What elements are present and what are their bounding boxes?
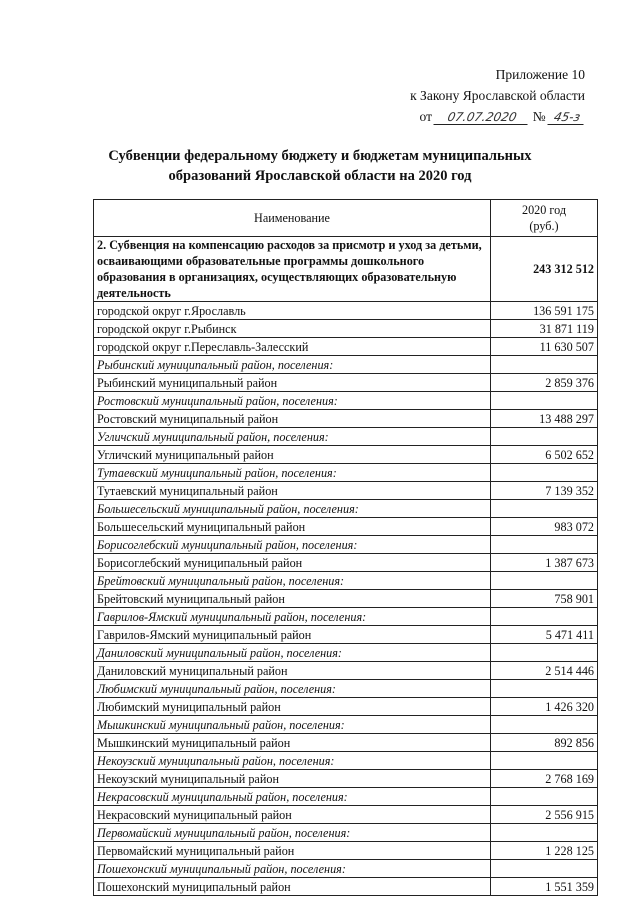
column-header-year	[491, 200, 598, 237]
row-name: Брейтовский муниципальный район	[94, 590, 491, 608]
row-name: городской округ г.Переславль-Залесский	[94, 338, 491, 356]
row-value: 6 502 652	[491, 446, 598, 464]
row-value: 758 901	[491, 590, 598, 608]
row-name: Тутаевский муниципальный район, поселения:	[94, 464, 491, 482]
table-row	[94, 662, 598, 680]
row-value: 5 471 411	[491, 626, 598, 644]
table-row	[94, 608, 598, 626]
table-row	[94, 734, 598, 752]
table-row	[94, 788, 598, 806]
handwritten-date: 07.07.2020	[434, 110, 531, 125]
row-value	[491, 536, 598, 554]
row-value	[491, 752, 598, 770]
row-value	[491, 356, 598, 374]
law-reference: к Закону Ярославской области	[410, 88, 585, 103]
law-date-number	[410, 106, 585, 127]
table-row	[94, 698, 598, 716]
row-name: Рыбинский муниципальный район	[94, 374, 491, 392]
row-name: Некоузский муниципальный район	[94, 770, 491, 788]
row-name: Большесельский муниципальный район, поселения:	[94, 500, 491, 518]
subvention-table	[93, 199, 598, 896]
row-value	[491, 572, 598, 590]
table-row	[94, 320, 598, 338]
row-name: Любимский муниципальный район, поселения:	[94, 680, 491, 698]
row-value: 2 514 446	[491, 662, 598, 680]
row-name: Даниловский муниципальный район	[94, 662, 491, 680]
row-name: Некоузский муниципальный район, поселения:	[94, 752, 491, 770]
row-value: 136 591 175	[491, 302, 598, 320]
number-label: №	[532, 109, 546, 124]
title-line-1: Субвенции федеральному бюджету и бюджетам муниципальных	[108, 148, 532, 164]
row-value	[491, 788, 598, 806]
row-value	[491, 680, 598, 698]
row-name: Некрасовский муниципальный район	[94, 806, 491, 824]
row-name: Мышкинский муниципальный район, поселения:	[94, 716, 491, 734]
row-name: Пошехонский муниципальный район	[94, 878, 491, 896]
row-value: 892 856	[491, 734, 598, 752]
row-value: 31 871 119	[491, 320, 598, 338]
row-name: Рыбинский муниципальный район, поселения:	[94, 356, 491, 374]
appendix-label: Приложение 10	[495, 67, 585, 82]
row-value: 2 556 915	[491, 806, 598, 824]
row-name: Некрасовский муниципальный район, поселения:	[94, 788, 491, 806]
table-row	[94, 302, 598, 320]
row-value: 11 630 507	[491, 338, 598, 356]
table-row	[94, 644, 598, 662]
table-row	[94, 446, 598, 464]
row-value: 2 859 376	[491, 374, 598, 392]
row-value: 1 387 673	[491, 554, 598, 572]
row-name: Угличский муниципальный район	[94, 446, 491, 464]
document-header	[410, 64, 585, 127]
column-header-year-label: 2020 год	[521, 203, 567, 217]
column-header-unit: (руб.)	[529, 219, 559, 233]
table-row	[94, 554, 598, 572]
table-row	[94, 572, 598, 590]
table-row	[94, 680, 598, 698]
table-row	[94, 806, 598, 824]
row-value: 983 072	[491, 518, 598, 536]
row-value: 7 139 352	[491, 482, 598, 500]
table-row	[94, 536, 598, 554]
row-value	[491, 644, 598, 662]
table-row	[94, 770, 598, 788]
row-name: городской округ г.Рыбинск	[94, 320, 491, 338]
row-name: Пошехонский муниципальный район, поселения:	[94, 860, 491, 878]
row-name: городской округ г.Ярославль	[94, 302, 491, 320]
row-value	[491, 428, 598, 446]
table-header-row	[94, 200, 598, 237]
row-value	[491, 392, 598, 410]
row-name: Угличский муниципальный район, поселения:	[94, 428, 491, 446]
row-value	[491, 500, 598, 518]
section-total: 243 312 512	[491, 237, 598, 302]
table-row	[94, 338, 598, 356]
handwritten-number: 45-з	[547, 110, 586, 125]
row-name: Любимский муниципальный район	[94, 698, 491, 716]
table-row	[94, 518, 598, 536]
table-row	[94, 356, 598, 374]
row-name: Борисоглебский муниципальный район, поселения:	[94, 536, 491, 554]
row-value	[491, 716, 598, 734]
table-row	[94, 716, 598, 734]
section-name: 2. Субвенция на компенсацию расходов за присмотр и уход за детьми, осваивающими образовательные программы дошкольного образования в организациях, осуществляющих образовательную деятельность	[94, 237, 491, 302]
row-value	[491, 608, 598, 626]
row-name: Даниловский муниципальный район, поселения:	[94, 644, 491, 662]
table-row	[94, 410, 598, 428]
row-name: Ростовский муниципальный район	[94, 410, 491, 428]
section-row	[94, 237, 598, 302]
table-row	[94, 482, 598, 500]
table-row	[94, 590, 598, 608]
row-name: Борисоглебский муниципальный район	[94, 554, 491, 572]
row-value: 1 551 359	[491, 878, 598, 896]
document-title	[60, 146, 580, 186]
row-name: Большесельский муниципальный район	[94, 518, 491, 536]
table-row	[94, 464, 598, 482]
row-value: 1 228 125	[491, 842, 598, 860]
table-row	[94, 860, 598, 878]
row-value	[491, 860, 598, 878]
row-name: Гаврилов-Ямский муниципальный район, поселения:	[94, 608, 491, 626]
column-header-name: Наименование	[94, 200, 491, 237]
table-row	[94, 842, 598, 860]
from-label: от	[419, 109, 432, 124]
row-value: 13 488 297	[491, 410, 598, 428]
row-value	[491, 824, 598, 842]
table-row	[94, 824, 598, 842]
table-row	[94, 626, 598, 644]
row-value: 2 768 169	[491, 770, 598, 788]
row-name: Первомайский муниципальный район	[94, 842, 491, 860]
row-value: 1 426 320	[491, 698, 598, 716]
table-row	[94, 374, 598, 392]
row-name: Мышкинский муниципальный район	[94, 734, 491, 752]
table-row	[94, 878, 598, 896]
table-row	[94, 392, 598, 410]
row-name: Тутаевский муниципальный район	[94, 482, 491, 500]
row-name: Ростовский муниципальный район, поселения:	[94, 392, 491, 410]
table-row	[94, 500, 598, 518]
table-row	[94, 752, 598, 770]
row-name: Гаврилов-Ямский муниципальный район	[94, 626, 491, 644]
row-value	[491, 464, 598, 482]
table-row	[94, 428, 598, 446]
row-name: Брейтовский муниципальный район, поселения:	[94, 572, 491, 590]
title-line-2: образований Ярославской области на 2020 год	[168, 168, 472, 184]
row-name: Первомайский муниципальный район, поселения:	[94, 824, 491, 842]
